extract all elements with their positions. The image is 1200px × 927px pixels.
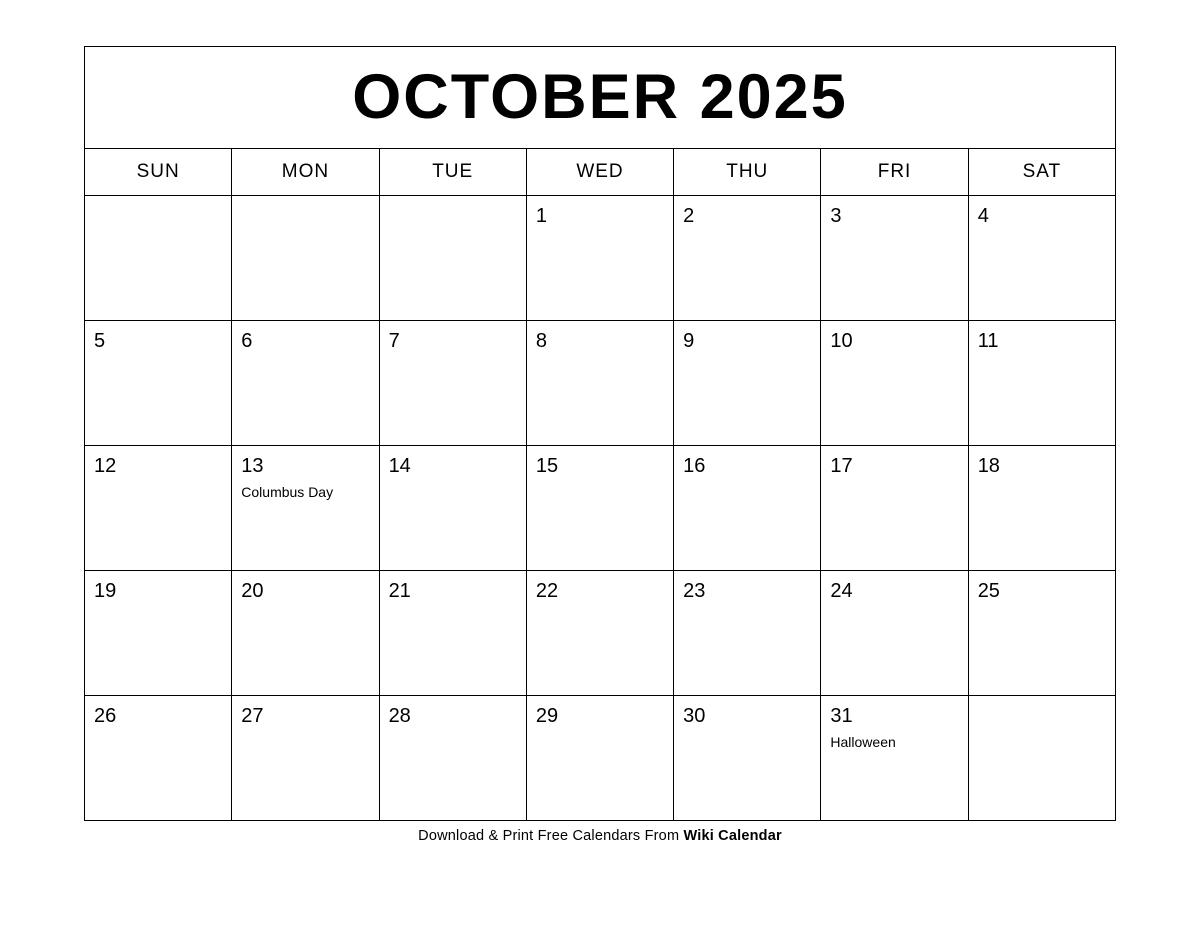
- calendar-day-cell[interactable]: [379, 321, 526, 446]
- weekday-header-sat: SAT: [968, 149, 1115, 196]
- day-event: [674, 476, 820, 485]
- calendar-day-cell[interactable]: [232, 571, 379, 696]
- day-number: 19: [94, 580, 117, 602]
- calendar-week-row: [85, 696, 1116, 821]
- calendar-week-row: [85, 196, 1116, 321]
- day-event: [380, 726, 526, 735]
- calendar-week-row: [85, 571, 1116, 696]
- calendar-day-cell[interactable]: [232, 446, 379, 571]
- day-number: 7: [388, 330, 400, 352]
- calendar-day-cell[interactable]: [674, 571, 821, 696]
- calendar-day-cell[interactable]: [85, 696, 232, 821]
- day-event: [85, 206, 231, 215]
- calendar-day-cell[interactable]: [526, 321, 673, 446]
- weekday-header-mon: MON: [232, 149, 379, 196]
- day-number: 25: [977, 580, 1000, 602]
- day-number: 3: [830, 205, 842, 227]
- day-event: [85, 601, 231, 610]
- weekday-header-sun: SUN: [85, 149, 232, 196]
- day-number: [232, 196, 378, 206]
- day-number: 23: [683, 580, 706, 602]
- calendar-day-cell[interactable]: [379, 196, 526, 321]
- calendar-day-cell[interactable]: [526, 571, 673, 696]
- calendar-grid: [84, 148, 1116, 821]
- day-number: 31: [830, 705, 853, 727]
- day-event: [232, 351, 378, 360]
- calendar-day-cell[interactable]: [968, 571, 1115, 696]
- day-number: 21: [388, 580, 411, 602]
- day-event: [527, 226, 673, 235]
- calendar-day-cell[interactable]: [379, 446, 526, 571]
- day-event: [821, 351, 967, 360]
- day-event: [969, 476, 1115, 485]
- day-event: [232, 726, 378, 735]
- calendar-day-cell[interactable]: [821, 321, 968, 446]
- day-event: [674, 726, 820, 735]
- calendar-day-cell[interactable]: [674, 196, 821, 321]
- day-number: 13: [241, 455, 264, 477]
- day-number: 24: [830, 580, 853, 602]
- day-number: 18: [977, 455, 1000, 477]
- calendar-week-row: [85, 446, 1116, 571]
- day-number: 4: [977, 205, 989, 227]
- day-number: 12: [94, 455, 117, 477]
- calendar-day-cell[interactable]: [85, 196, 232, 321]
- day-number: 28: [388, 705, 411, 727]
- calendar-day-cell[interactable]: [526, 446, 673, 571]
- day-event: [527, 476, 673, 485]
- calendar-title-bar: [84, 46, 1116, 148]
- day-event: [674, 601, 820, 610]
- day-number: 17: [830, 455, 853, 477]
- day-event: [85, 476, 231, 485]
- day-event: [527, 726, 673, 735]
- calendar-day-cell[interactable]: [968, 321, 1115, 446]
- calendar-day-cell[interactable]: [526, 696, 673, 821]
- day-event: [674, 226, 820, 235]
- day-event: [821, 601, 967, 610]
- weekday-header-fri: FRI: [821, 149, 968, 196]
- calendar-day-cell[interactable]: [85, 571, 232, 696]
- day-number: 11: [977, 330, 999, 352]
- page-title: OCTOBER 2025: [352, 62, 848, 132]
- calendar-day-cell[interactable]: [85, 321, 232, 446]
- day-event: [85, 726, 231, 735]
- day-number: 9: [683, 330, 695, 352]
- calendar-day-cell[interactable]: [232, 696, 379, 821]
- calendar-day-cell[interactable]: [968, 696, 1115, 821]
- footer-brand-link[interactable]: Wiki Calendar: [683, 828, 782, 844]
- day-event: [232, 206, 378, 215]
- day-event: [821, 476, 967, 485]
- day-number: 22: [535, 580, 559, 602]
- day-event: [232, 601, 378, 610]
- calendar-day-cell[interactable]: [85, 446, 232, 571]
- calendar-day-cell[interactable]: [968, 196, 1115, 321]
- day-event: [380, 206, 526, 215]
- day-event: [821, 226, 967, 235]
- calendar-day-cell[interactable]: [821, 696, 968, 821]
- calendar-day-cell[interactable]: [232, 196, 379, 321]
- calendar-day-cell[interactable]: [526, 196, 673, 321]
- day-event: [969, 226, 1115, 235]
- calendar-document: [84, 46, 1116, 844]
- day-number: 6: [241, 330, 253, 352]
- calendar-day-cell[interactable]: [821, 446, 968, 571]
- calendar-day-cell[interactable]: [379, 571, 526, 696]
- day-event: [85, 351, 231, 360]
- day-event: [527, 601, 673, 610]
- day-event: Columbus Day: [241, 484, 334, 500]
- day-event: Halloween: [830, 734, 896, 750]
- calendar-day-cell[interactable]: [968, 446, 1115, 571]
- calendar-day-cell[interactable]: [821, 571, 968, 696]
- day-number: 30: [683, 705, 706, 727]
- footer-credit: [84, 821, 1116, 844]
- day-number: 14: [388, 455, 411, 477]
- day-number: 1: [535, 205, 547, 227]
- day-event: [969, 351, 1115, 360]
- calendar-day-cell[interactable]: [674, 446, 821, 571]
- day-number: 29: [535, 705, 559, 727]
- day-number: [380, 196, 526, 206]
- calendar-day-cell[interactable]: [821, 196, 968, 321]
- day-number: 15: [535, 455, 559, 477]
- calendar-day-cell[interactable]: [674, 321, 821, 446]
- calendar-week-row: [85, 321, 1116, 446]
- day-event: [969, 601, 1115, 610]
- weekday-header-row: [85, 149, 1116, 196]
- calendar-day-cell[interactable]: [379, 696, 526, 821]
- calendar-day-cell[interactable]: [232, 321, 379, 446]
- day-number: 10: [830, 330, 853, 352]
- day-event: [380, 351, 526, 360]
- day-number: 27: [241, 705, 264, 727]
- day-number: 16: [683, 455, 706, 477]
- day-number: 26: [94, 705, 117, 727]
- day-number: 2: [683, 205, 695, 227]
- day-number: [969, 696, 1115, 706]
- day-number: 20: [241, 580, 264, 602]
- weekday-header-wed: WED: [526, 149, 673, 196]
- footer-text: Download & Print Free Calendars From: [418, 828, 684, 844]
- weekday-header-tue: TUE: [379, 149, 526, 196]
- day-number: 8: [535, 330, 547, 352]
- day-number: 5: [94, 330, 106, 352]
- calendar-day-cell[interactable]: [674, 696, 821, 821]
- weekday-header-thu: THU: [674, 149, 821, 196]
- day-event: [527, 351, 673, 360]
- day-event: [380, 601, 526, 610]
- day-number: [85, 196, 231, 206]
- day-event: [969, 706, 1115, 715]
- day-event: [674, 351, 820, 360]
- day-event: [380, 476, 526, 485]
